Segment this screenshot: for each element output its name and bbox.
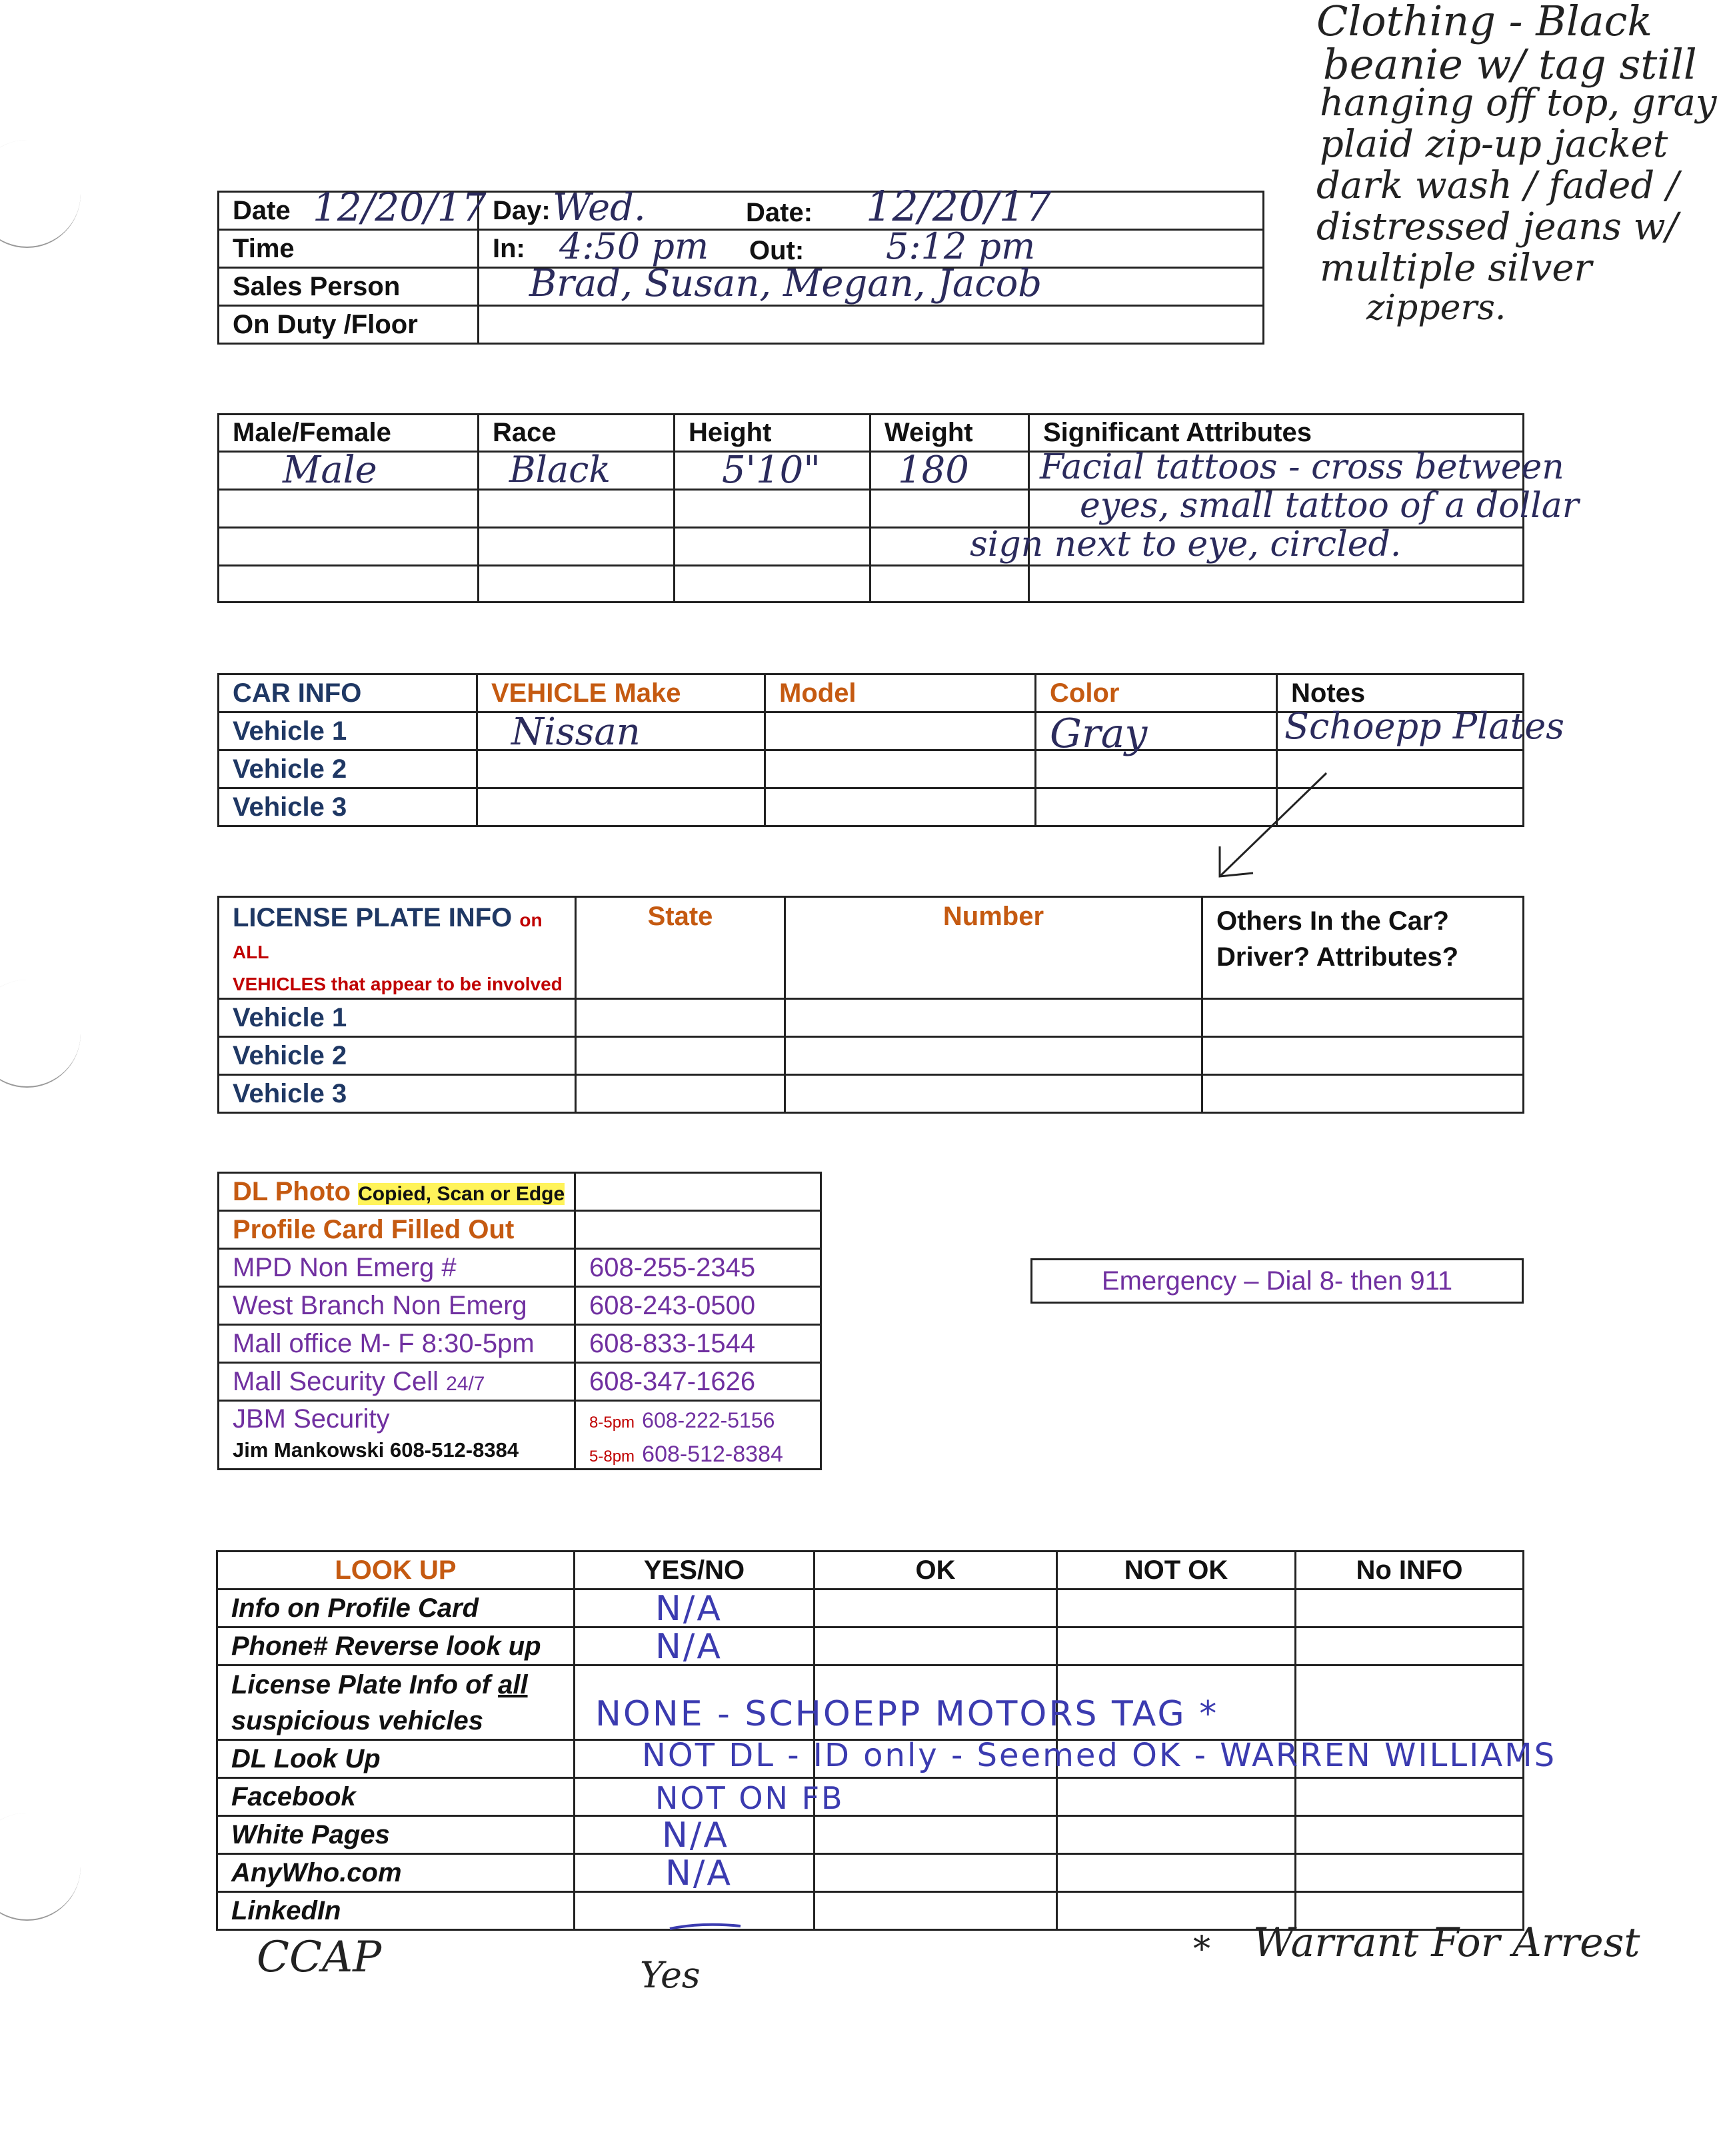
yesno-header: YES/NO — [575, 1552, 815, 1590]
make-value: Nissan — [511, 710, 641, 754]
desc-empty — [870, 490, 1029, 528]
lookup-value: N/A — [662, 1815, 729, 1855]
contact-phone: 608-347-1626 — [575, 1363, 821, 1401]
contact-phone: 608-243-0500 — [575, 1287, 821, 1325]
contact-phone: 608-255-2345 — [575, 1249, 821, 1287]
lookup-value: N/A — [665, 1853, 733, 1893]
others-line-1: Others In the Car? — [1216, 906, 1449, 936]
date2-label: Date: — [746, 198, 813, 227]
plate-vehicle-3: Vehicle 3 — [219, 1075, 576, 1113]
jbm-phone-1: 608-222-5156 — [642, 1408, 775, 1432]
plate-empty — [785, 1075, 1202, 1113]
lookup-value: NOT DL - ID only - Seemed OK - WARREN WILLIAMS — [642, 1737, 1557, 1774]
contact-cell — [219, 1363, 575, 1401]
lookup-notok — [1057, 1665, 1296, 1740]
lookup-label-underlined: all — [498, 1669, 528, 1699]
lookup-ok — [815, 1740, 1057, 1778]
model-header: Model — [765, 674, 1036, 712]
warrant-note: Warrant For Arrest — [1253, 1919, 1640, 1966]
lookup-label: LinkedIn — [217, 1892, 575, 1930]
lookup-notok — [1057, 1590, 1296, 1627]
date2-value: 12/20/17 — [866, 182, 1052, 231]
lookup-noinfo — [1296, 1740, 1524, 1778]
desc-empty — [479, 490, 675, 528]
notes-header: Notes — [1277, 674, 1524, 712]
jbm-person: Jim Mankowski 608-512-8384 — [233, 1438, 519, 1462]
noinfo-header: No INFO — [1296, 1552, 1524, 1590]
attributes-header: Significant Attributes — [1029, 415, 1524, 452]
onduty-cell — [479, 306, 1264, 344]
weight-header: Weight — [870, 415, 1029, 452]
weight-value: 180 — [898, 449, 969, 492]
date-label: Date — [233, 195, 291, 225]
date-cell — [219, 185, 487, 230]
in-value: 4:50 pm — [559, 225, 709, 267]
dl-photo-cell — [219, 1173, 575, 1211]
lookup-header: LOOK UP — [217, 1552, 575, 1590]
desc-empty — [219, 490, 479, 528]
contact-label: Mall office M- F 8:30-5pm — [219, 1325, 575, 1363]
lookup-label: Info on Profile Card — [217, 1590, 575, 1627]
clothing-line: beanie w/ tag still — [1323, 40, 1697, 89]
onduty-label: On Duty /Floor — [219, 306, 479, 344]
plate-vehicle-2: Vehicle 2 — [219, 1037, 576, 1075]
lookup-label: Facebook — [217, 1778, 575, 1816]
lookup-yesno — [575, 1590, 815, 1627]
contact-label: Mall Security Cell — [233, 1366, 447, 1396]
clothing-line: Clothing - Black — [1316, 0, 1652, 45]
lookup-table — [216, 1550, 1557, 1931]
height-header: Height — [675, 415, 870, 452]
lookup-noinfo — [1296, 1627, 1524, 1665]
attributes-line: sign next to eye, circled. — [970, 525, 1402, 564]
plate-empty — [1202, 999, 1524, 1037]
clothing-line: dark wash / faded / — [1316, 164, 1679, 207]
vehicle-3-label: Vehicle 3 — [219, 788, 477, 826]
plate-info-table — [217, 896, 1524, 1114]
ccap-note: CCAP — [257, 1933, 382, 1982]
attributes-line: Facial tattoos - cross between — [1040, 447, 1564, 487]
plate-empty — [785, 999, 1202, 1037]
dl-photo-label: DL Photo — [233, 1176, 351, 1206]
lookup-yesno — [575, 1665, 1219, 1740]
jbm-label: JBM Security — [233, 1404, 390, 1434]
car-empty — [765, 750, 1036, 788]
others-line-2: Driver? Attributes? — [1216, 942, 1459, 972]
desc-empty — [870, 528, 1029, 566]
car-empty — [477, 750, 765, 788]
desc-empty — [675, 490, 870, 528]
desc-empty — [1029, 490, 1524, 528]
car-info-header: CAR INFO — [219, 674, 477, 712]
lookup-yesno — [575, 1816, 815, 1854]
clothing-line: multiple silver — [1320, 247, 1592, 290]
visit-table — [217, 182, 1264, 345]
plate-title-suffix: on ALL — [233, 910, 543, 962]
profile-card-value — [575, 1211, 821, 1249]
make-cell — [477, 710, 765, 754]
out-value: 5:12 pm — [886, 225, 1036, 267]
lookup-yesno — [575, 1892, 815, 1930]
sex-header: Male/Female — [219, 415, 479, 452]
contact-phone: 608-833-1544 — [575, 1325, 821, 1363]
binder-hole-top — [0, 140, 81, 248]
height-value: 5'10" — [722, 449, 821, 492]
day-value: Wed. — [553, 186, 646, 229]
arrow-icon — [1200, 766, 1346, 886]
state-header: State — [576, 897, 785, 999]
binder-hole-middle — [0, 980, 81, 1088]
plate-empty — [576, 1075, 785, 1113]
lookup-noinfo — [1296, 1854, 1524, 1892]
car-empty — [477, 788, 765, 826]
contact-label: West Branch Non Emerg — [219, 1287, 575, 1325]
lookup-ok — [815, 1627, 1057, 1665]
desc-empty — [1029, 566, 1524, 602]
weight-cell — [870, 449, 1029, 492]
clothing-line: distressed jeans w/ — [1316, 205, 1678, 249]
lookup-notok — [1057, 1740, 1296, 1778]
jbm-time-1: 8-5pm — [589, 1414, 635, 1432]
lookup-noinfo — [1296, 1665, 1524, 1740]
binder-hole-bottom — [0, 1813, 81, 1921]
sales-value: Brad, Susan, Megan, Jacob — [529, 262, 1042, 305]
lookup-noinfo — [1296, 1778, 1524, 1816]
lookup-notok — [1057, 1854, 1296, 1892]
clothing-line: hanging off top, gray — [1320, 81, 1717, 125]
lookup-ok — [815, 1816, 1057, 1854]
lookup-value: N/A — [655, 1627, 723, 1667]
jbm-phone-cell — [575, 1401, 821, 1470]
car-empty — [765, 788, 1036, 826]
race-cell — [479, 449, 675, 491]
sales-label: Sales Person — [219, 268, 479, 306]
plate-empty — [1202, 1075, 1524, 1113]
height-cell — [675, 449, 870, 492]
lookup-ok — [815, 1892, 1057, 1930]
plate-empty — [576, 1037, 785, 1075]
lookup-label: DL Look Up — [217, 1740, 575, 1778]
day-label: Day: — [493, 195, 551, 225]
desc-empty — [675, 528, 870, 566]
plate-header-cell — [219, 897, 576, 999]
jbm-phone-2: 608-512-8384 — [642, 1442, 783, 1467]
attributes-line: eyes, small tattoo of a dollar — [1080, 486, 1579, 526]
lookup-ok — [815, 1590, 1057, 1627]
in-label: In: — [493, 233, 525, 263]
notok-header: NOT OK — [1057, 1552, 1296, 1590]
desc-empty — [1029, 528, 1524, 566]
attributes-cell — [970, 447, 1579, 564]
plate-vehicle-1: Vehicle 1 — [219, 999, 576, 1037]
lookup-label: Phone# Reverse look up — [217, 1627, 575, 1665]
race-value: Black — [509, 449, 611, 491]
time-label: Time — [219, 230, 479, 268]
ok-header: OK — [815, 1552, 1057, 1590]
lookup-notok — [1057, 1816, 1296, 1854]
contact-label: MPD Non Emerg # — [219, 1249, 575, 1287]
race-header: Race — [479, 415, 675, 452]
yes-note: Yes — [640, 1954, 701, 1996]
color-cell — [1036, 710, 1277, 757]
vehicle-2-label: Vehicle 2 — [219, 750, 477, 788]
profile-card-label: Profile Card Filled Out — [219, 1211, 575, 1249]
notes-value: Schoepp Plates — [1284, 705, 1564, 747]
lookup-label: White Pages — [217, 1816, 575, 1854]
desc-empty — [479, 566, 675, 602]
lookup-label: License Plate Info of — [231, 1669, 499, 1699]
color-value: Gray — [1050, 710, 1148, 757]
out-label: Out: — [749, 236, 805, 265]
sex-value: Male — [283, 449, 377, 492]
lookup-notok — [1057, 1778, 1296, 1816]
lookup-label-line2: suspicious vehicles — [231, 1705, 483, 1735]
clothing-line: zippers. — [1366, 288, 1506, 328]
lookup-label-plate — [217, 1665, 575, 1740]
contacts-table — [217, 1172, 822, 1470]
lookup-noinfo — [1296, 1816, 1524, 1854]
dl-photo-value — [575, 1173, 821, 1211]
plate-empty — [1202, 1037, 1524, 1075]
lookup-noinfo — [1296, 1590, 1524, 1627]
plate-empty — [785, 1037, 1202, 1075]
sales-cell — [479, 262, 1264, 306]
lookup-ok — [815, 1665, 1057, 1740]
sex-cell — [219, 449, 479, 492]
clothing-line: plaid zip-up jacket — [1320, 123, 1668, 166]
jbm-cell — [219, 1401, 575, 1470]
lookup-value: NONE - SCHOEPP MOTORS TAG * — [595, 1694, 1219, 1734]
plate-title: LICENSE PLATE INFO — [233, 903, 513, 932]
make-header: VEHICLE Make — [477, 674, 765, 712]
lookup-value: NOT ON FB — [655, 1780, 845, 1816]
color-header: Color — [1036, 674, 1277, 712]
desc-empty — [870, 566, 1029, 602]
desc-empty — [219, 528, 479, 566]
emergency-box — [1030, 1258, 1524, 1304]
number-header: Number — [785, 897, 1202, 999]
dl-photo-note: Copied, Scan or Edge — [358, 1182, 565, 1205]
lookup-yesno — [575, 1778, 845, 1816]
notes-cell — [1277, 705, 1564, 750]
vehicle-1-label: Vehicle 1 — [219, 712, 477, 750]
pen-stroke-icon — [669, 1919, 742, 1933]
description-table — [217, 413, 1579, 603]
jbm-time-2: 5-8pm — [589, 1448, 635, 1466]
desc-empty — [675, 566, 870, 602]
desc-empty — [219, 566, 479, 602]
lookup-yesno — [575, 1627, 815, 1665]
lookup-ok — [815, 1854, 1057, 1892]
lookup-yesno — [575, 1854, 815, 1892]
desc-empty — [479, 528, 675, 566]
model-cell — [765, 712, 1036, 750]
lookup-ok — [815, 1778, 1057, 1816]
emergency-text: Emergency – Dial 8- then 911 — [1101, 1266, 1453, 1296]
lookup-label: AnyWho.com — [217, 1854, 575, 1892]
plate-empty — [576, 999, 785, 1037]
star-note: * — [1193, 1929, 1210, 1969]
lookup-value: N/A — [655, 1589, 723, 1629]
day-cell — [479, 182, 1264, 231]
others-header — [1202, 897, 1524, 999]
lookup-notok — [1057, 1627, 1296, 1665]
contact-label-small: 24/7 — [446, 1372, 485, 1395]
plate-subtitle: VEHICLES that appear to be involved — [233, 974, 563, 994]
date-value: 12/20/17 — [313, 185, 487, 230]
lookup-yesno — [575, 1737, 1557, 1778]
